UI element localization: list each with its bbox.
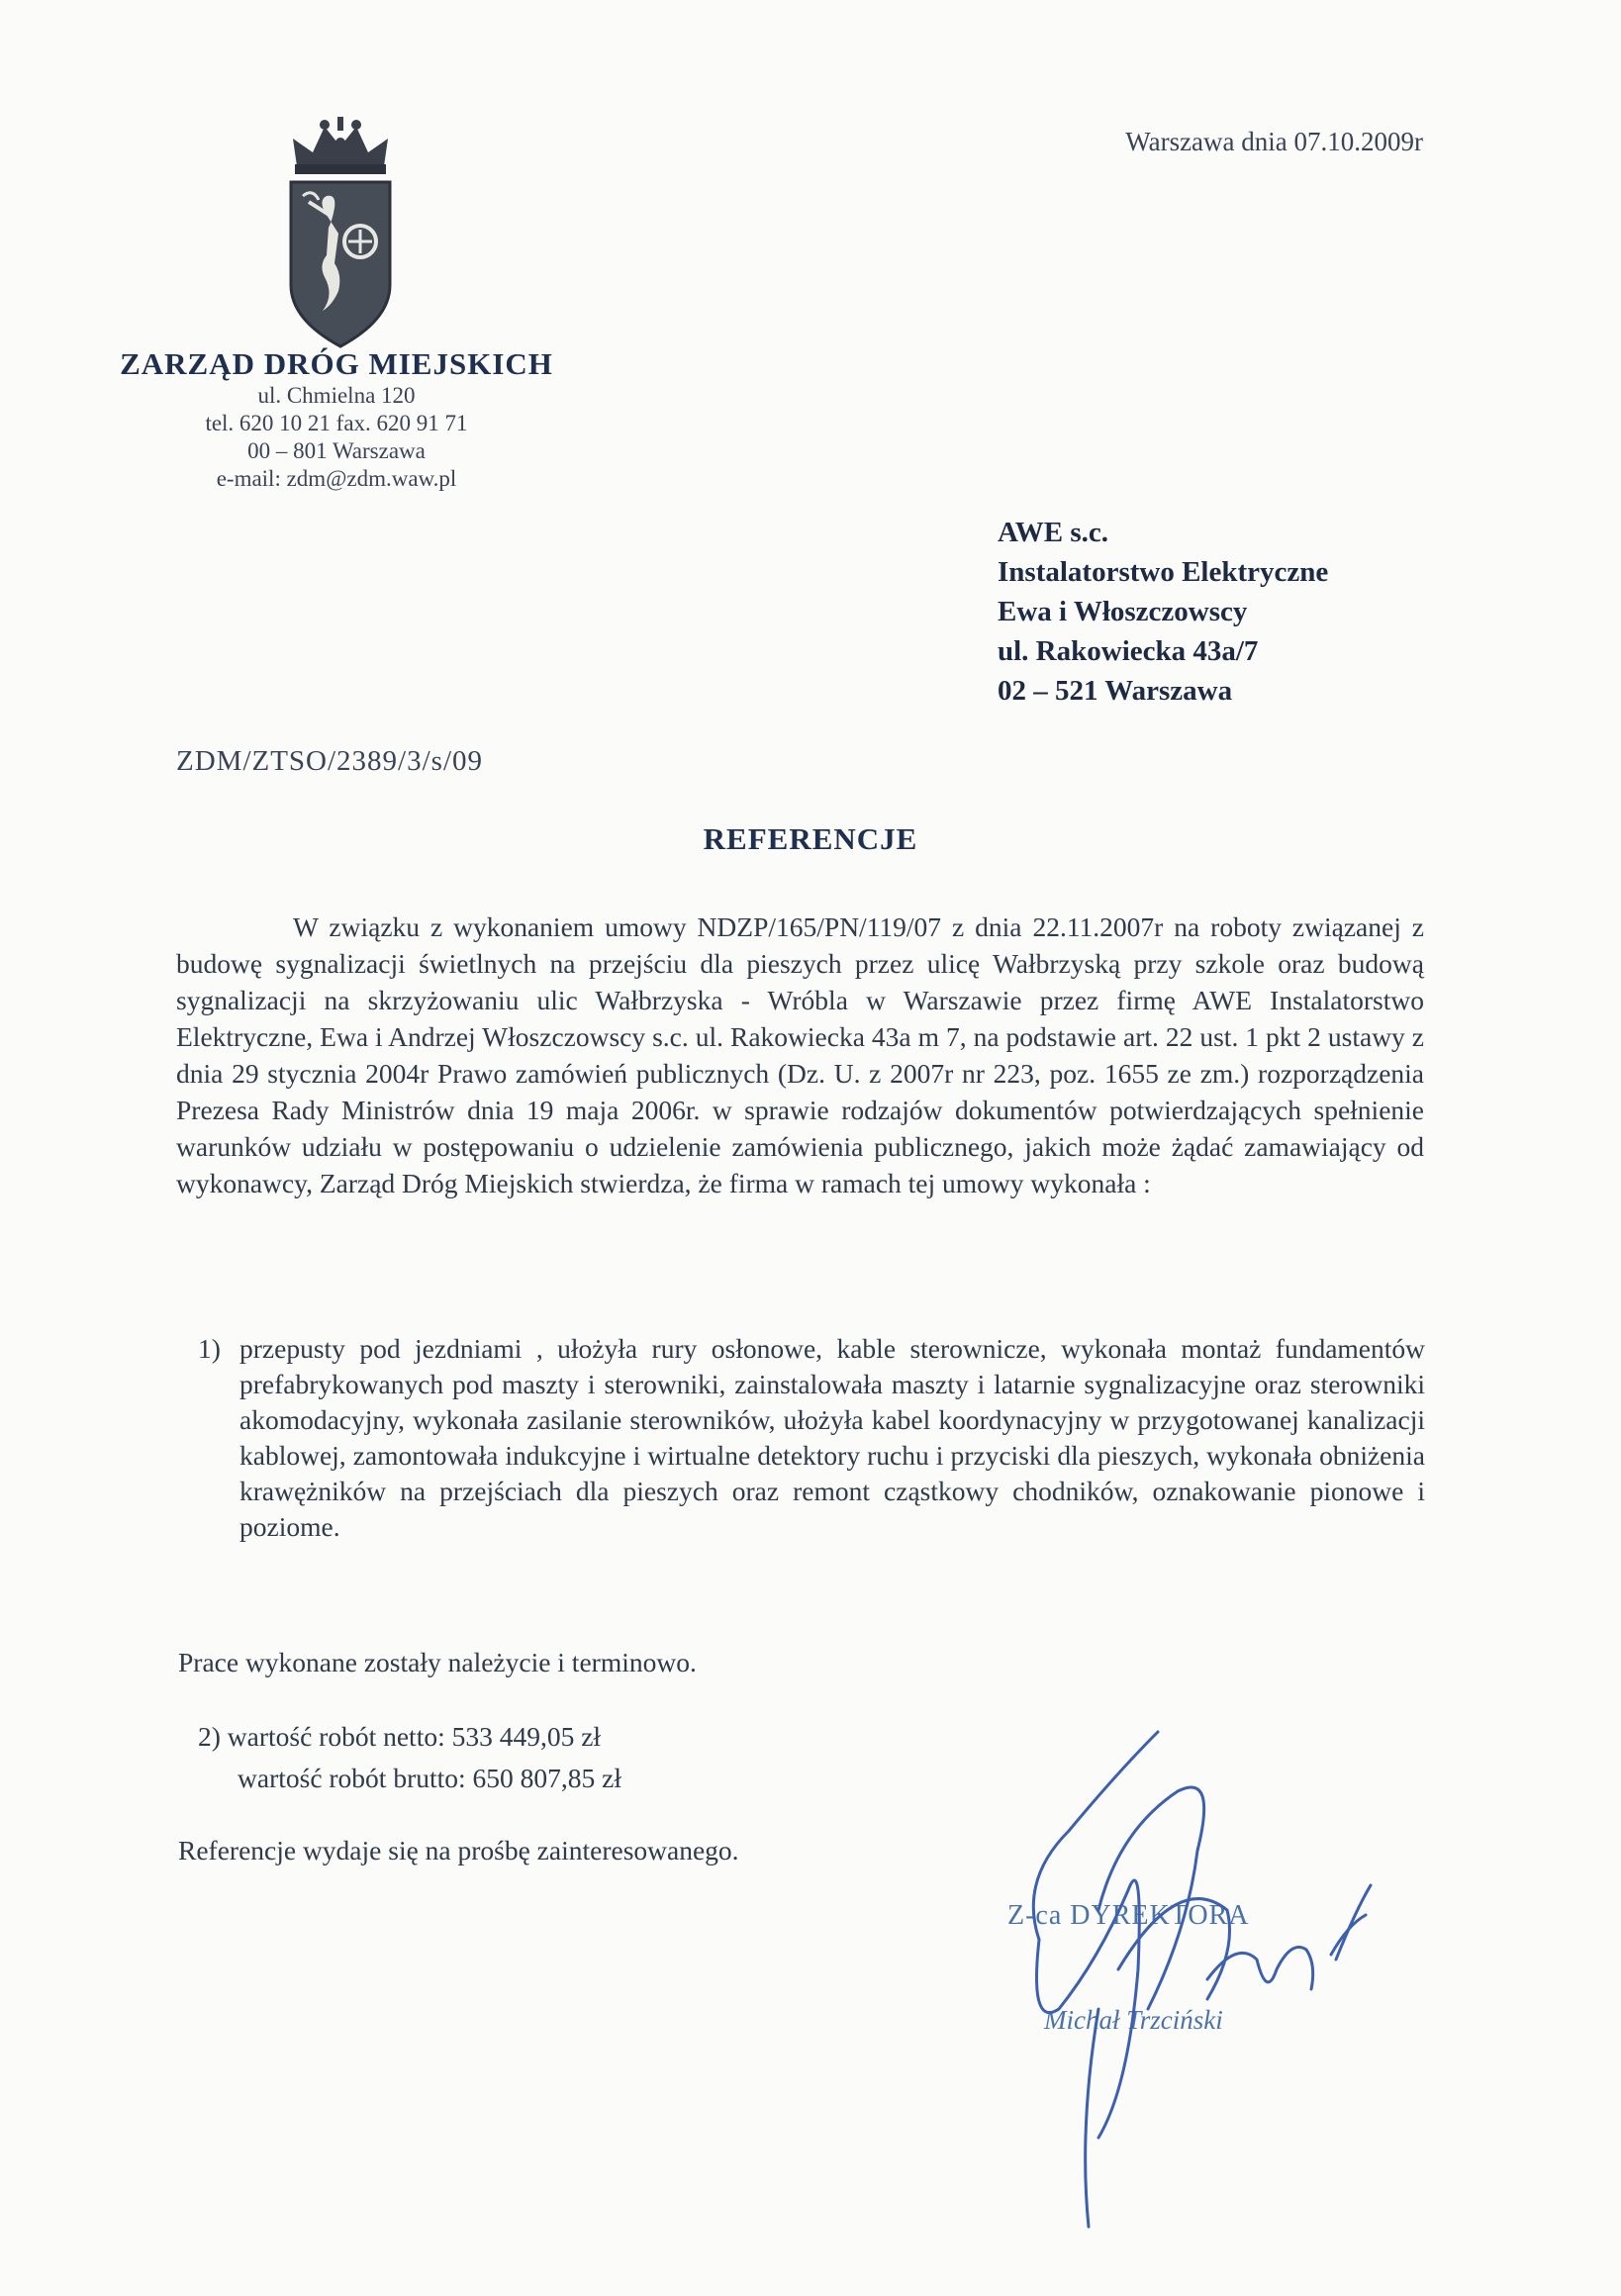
warsaw-coat-of-arms-icon: [279, 117, 402, 354]
recipient-line: ul. Rakowiecka 43a/7: [998, 635, 1259, 667]
document-title: REFERENCJE: [703, 821, 918, 856]
main-paragraph-text: W związku z wykonaniem umowy NDZP/165/PN/119/07 z dnia 22.11.2007r na roboty związanej z budowę sygnalizacji świetlnych na przejściu dla pieszych przez ulicę Wałbrzyską przy szkole oraz budową sygnalizacji na skrzyżowaniu ulic Wałbrzyska - Wróbla w Warszawie przez firmę AWE Instalatorstwo Elektryczne, Ewa i Andrzej Włoszczowscy s.c. ul. Rakowiecka 43a m 7, na podstawie art. 22 ust. 1 pkt 2 ustawy z dnia 29 stycznia 2004r Prawo zamówień publicznych (Dz. U. z 2007r nr 223, poz. 1655 ze zm.) rozporządzenia Prezesa Rady Ministrów dnia 19 maja 2006r. w sprawie rodzajów dokumentów potwierdzających spełnienie warunków udziału w postępowaniu o udzielenie zamówienia publicznego, jakich może żądać zamawiający od wykonawcy, Zarząd Dróg Miejskich stwierdza, że firma w ramach tej umowy wykonała :: [176, 911, 1424, 1198]
organization-name: ZARZĄD DRÓG MIEJSKICH: [120, 346, 553, 381]
recipient-line: Ewa i Włoszczowscy: [998, 596, 1248, 627]
recipient-line: AWE s.c.: [998, 517, 1108, 548]
completion-statement: Prace wykonane zostały należycie i terminowo.: [178, 1647, 697, 1677]
reference-number: ZDM/ZTSO/2389/3/s/09: [176, 745, 484, 777]
letter-date: Warszawa dnia 07.10.2009r: [1125, 127, 1423, 156]
organization-phone: tel. 620 10 21 fax. 620 91 71: [205, 411, 468, 435]
organization-street: ul. Chmielna 120: [257, 383, 416, 408]
main-paragraph: [176, 909, 1424, 1201]
stamp-name: Michał Trzciński: [1044, 2005, 1223, 2035]
value-gross: wartość robót brutto: 650 807,85 zł: [238, 1763, 621, 1793]
closing-statement: Referencje wydaje się na prośbę zainteresowanego.: [178, 1835, 739, 1866]
recipient-line: 02 – 521 Warszawa: [998, 675, 1233, 707]
stamp-title: Z-ca DYREKTORA: [1007, 1900, 1250, 1931]
contract-values: [198, 1716, 621, 1799]
sender-organization: [119, 346, 554, 493]
handwritten-signature: [980, 1712, 1405, 2266]
list-item: [198, 1331, 1425, 1545]
organization-postal: 00 – 801 Warszawa: [247, 438, 426, 463]
organization-email: e-mail: zdm@zdm.waw.pl: [216, 466, 457, 491]
recipient-line: Instalatorstwo Elektryczne: [998, 556, 1329, 588]
recipient-address: [998, 513, 1328, 711]
list-item-text: przepusty pod jezdniami , ułożyła rury osłonowe, kable sterownicze, wykonała montaż fundamentów prefabrykowanych pod maszty i sterowniki, zainstalowała maszty i latarnie sygnalizacyjne oraz sterowniki akomodacyjny, wykonała zasilanie sterowników, ułożyła kabel koordynacyjny w przygotowanej kanalizacji kablowej, zamontowała indukcyjne i wirtualne detektory ruchu i przyciski dla pieszych, wykonała obniżenia krawężników na przejściach dla pieszych oraz remont cząstkowy chodników, oznakowanie pionowe i poziome.: [239, 1333, 1425, 1542]
list-item-number: 1): [198, 1333, 221, 1364]
value-net: 2) wartość robót netto: 533 449,05 zł: [198, 1721, 602, 1752]
